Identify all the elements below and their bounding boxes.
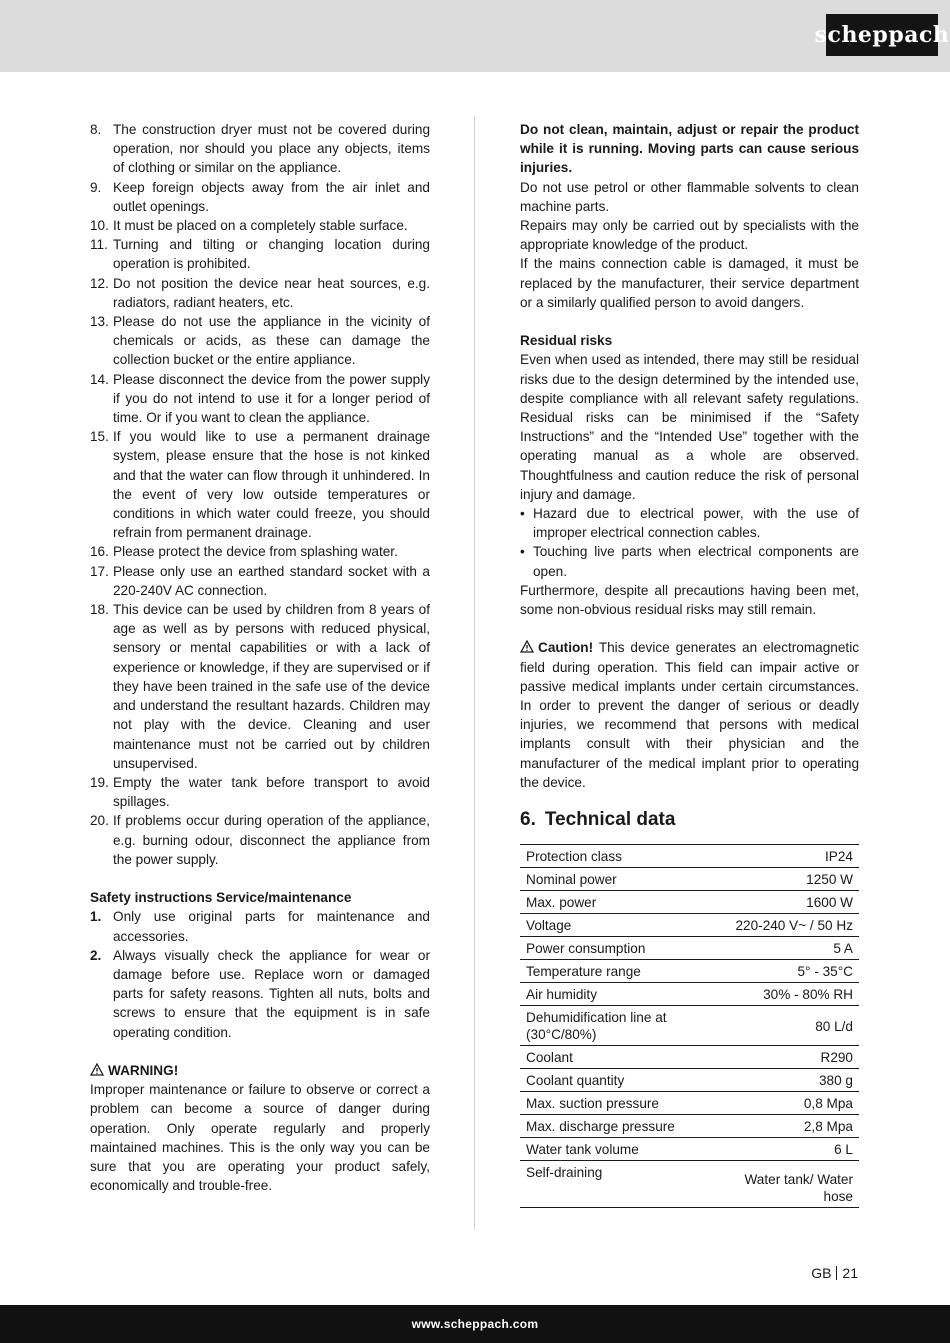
right-column	[520, 120, 859, 1208]
caution-text: This device generates an electromagnetic field during operation. This field can impair active or passive medical implants under certain circumstances. In order to prevent the danger of serious or deadly injuries, we recommend that persons with medical implants consult with their physician and the manufacturer of the medical implant prior to operating the device.	[520, 640, 860, 790]
table-row: Max. power 1600 W	[520, 891, 859, 914]
section-title: 6. Technical data	[520, 809, 676, 831]
warning-text: Improper maintenance or failure to observe or correct a problem can become a source of danger during operation. Only operate regularly and properly maintained machines. This is the only way you can be sure that you are operating your product safely, economically and trouble-free.	[90, 1082, 430, 1194]
paragraph: If the mains connection cable is damaged, it must be replaced by the manufacturer, their service department or a similarly qualified person to avoid dangers.	[520, 256, 859, 310]
list-item: 1. Only use original parts for maintenance and accessories.	[90, 909, 430, 944]
table-row: Water tank volume 6 L	[520, 1138, 859, 1161]
residual-after: Furthermore, despite all precautions having been met, some non-obvious residual risks may still remain.	[520, 582, 859, 618]
left-column	[90, 120, 430, 1195]
bold-intro: Do not clean, maintain, adjust or repair the product while it is running. Moving parts can cause serious injuries.	[520, 122, 859, 176]
service-heading: Safety instructions Service/maintenance	[90, 890, 352, 906]
table-row: Voltage 220-240 V~ / 50 Hz	[520, 914, 859, 937]
list-item: • Hazard due to electrical power, with the use of improper electrical connection cables.	[520, 506, 859, 541]
table-row: Temperature range 5° - 35°C	[520, 960, 859, 983]
list-item: 12. Do not position the device near heat sources, e.g. radiators, radiant heaters, etc.	[90, 275, 430, 310]
list-item: 19. Empty the water tank before transport to avoid spillages.	[90, 774, 430, 810]
warning-triangle-icon	[520, 640, 534, 653]
list-item: 17. Please only use an earthed standard socket with a 220-240V AC connection.	[90, 563, 430, 598]
footer-bar	[0, 1305, 950, 1343]
caution-label: Caution!	[538, 640, 594, 656]
table-row: Coolant quantity 380 g	[520, 1069, 859, 1092]
table-row: Dehumidification line at (30°C/80%) 80 L/d	[520, 1006, 859, 1046]
residual-heading: Residual risks	[520, 333, 613, 349]
paragraph: Repairs may only be carried out by specialists with the appropriate knowledge of the product.	[520, 218, 859, 253]
list-item: 11. Turning and tilting or changing location during operation is prohibited.	[90, 237, 430, 272]
table-row: Max. discharge pressure 2,8 Mpa	[520, 1115, 859, 1138]
residual-text: Even when used as intended, there may still be residual risks due to the design determined by the intended use, despite compliance with all relevant safety regulations. Residual risks can be minimised if the “Safety Instructions” and the “Intended Use” together with the operating manual as a whole are observed. Thoughtfulness and caution reduce the risk of personal injury and damage.	[520, 352, 859, 502]
table-row: Protection class IP24	[520, 845, 859, 868]
footer-url[interactable]: www.scheppach.com	[411, 1317, 539, 1331]
list-item: 15. If you would like to use a permanent drainage system, please ensure that the hose is not kinked and that the water can flow through it unhindered. In the event of very low outside temperatures or conditions in which water could freeze, you should refrain from permanent drainage.	[90, 429, 430, 541]
list-item: • Touching live parts when electrical components are open.	[520, 544, 859, 579]
page-number: GB 21	[811, 1265, 858, 1281]
table-row: Max. suction pressure 0,8 Mpa	[520, 1092, 859, 1115]
list-item: 18. This device can be used by children from 8 years of age as well as by persons with reduced physical, sensory or mental capabilities or with a lack of experience or knowledge, if they are supervised or if they have been trained in the safe use of the device and understand the resultant hazards. Children may not play with the device. Cleaning and user maintenance must not be carried out by children unsupervised.	[90, 602, 430, 771]
residual-bullets	[520, 504, 859, 581]
brand-logo: scheppach	[826, 14, 938, 56]
service-list	[90, 907, 430, 1041]
warning-heading: WARNING!	[90, 1061, 430, 1080]
list-item: 16. Please protect the device from splashing water.	[90, 544, 398, 560]
list-item: 9. Keep foreign objects away from the air inlet and outlet openings.	[90, 179, 430, 214]
paragraph: Do not use petrol or other flammable solvents to clean machine parts.	[520, 179, 859, 214]
column-divider	[474, 116, 475, 1230]
safety-list	[90, 120, 430, 869]
table-row: Coolant R290	[520, 1046, 859, 1069]
technical-data-table	[520, 844, 859, 1208]
list-item: 8. The construction dryer must not be covered during operation, nor should you place any objects, items of clothing or similar on the appliance.	[90, 122, 430, 176]
list-item: 14. Please disconnect the device from the power supply if you do not intend to use it for a longer period of time. Or if you want to clean the appliance.	[90, 371, 430, 426]
list-item: 10. It must be placed on a completely stable surface.	[90, 218, 408, 234]
list-item: 2. Always visually check the appliance for wear or damage before use. Replace worn or damaged parts for safety reasons. Tighten all nuts, bolts and screws to ensure that the equipment is in safe operating condition.	[90, 947, 430, 1040]
table-row: Nominal power 1250 W	[520, 868, 859, 891]
table-row: Air humidity 30% - 80% RH	[520, 983, 859, 1006]
table-row: Self-draining Water tank/ Water hose	[520, 1161, 859, 1208]
list-item: 20. If problems occur during operation of the appliance, e.g. burning odour, disconnect the appliance from the power supply.	[90, 813, 430, 867]
warning-triangle-icon	[90, 1063, 104, 1076]
header-bar	[0, 0, 950, 72]
caution-paragraph	[520, 638, 859, 792]
list-item: 13. Please do not use the appliance in the vicinity of chemicals or acids, as these can damage the collection bucket or the entire appliance.	[90, 314, 430, 368]
table-row: Power consumption 5 A	[520, 937, 859, 960]
